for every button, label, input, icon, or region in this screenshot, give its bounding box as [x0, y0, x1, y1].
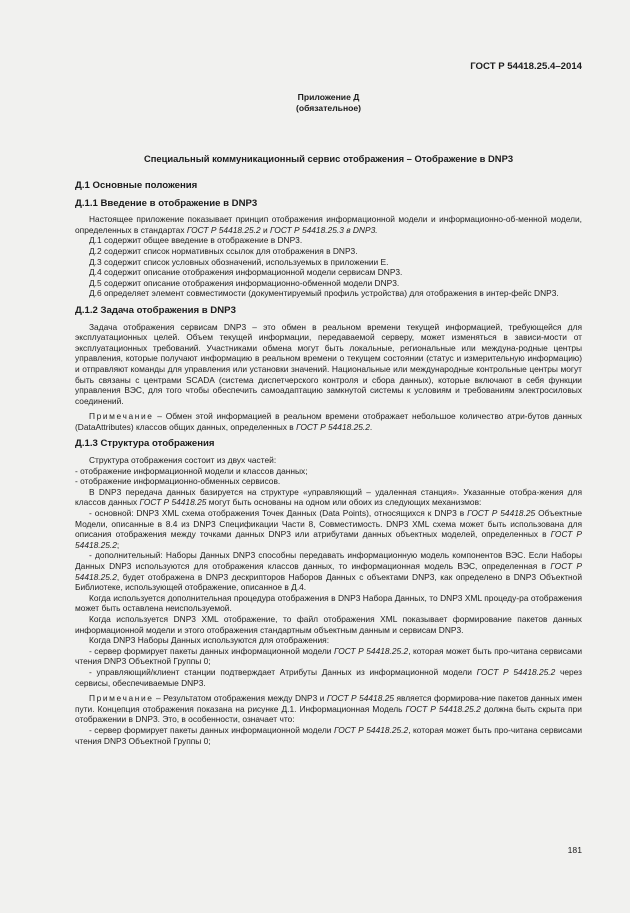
section-heading-d12: Д.1.2 Задача отображения в DNP3 — [75, 304, 236, 316]
list-item: Д.6 определяет элемент совместимости (документируемый профиль устройства) для отображения в интер-фейс DNP3. — [89, 288, 559, 299]
note: Примечание – Результатом отображения между DNP3 и ГОСТ Р 54418.25 является формирова-ние пакетов данных имен пути. Концепция отображения показана на рисунке Д.1. Информационная Модель ГОСТ Р 54418.25.2 должна быть скрыта при отображении в DNP3. Это, в особенности, означает что: — [75, 693, 583, 725]
standard-reference: ГОСТ Р 54418.25.2 — [405, 703, 481, 714]
note-label: Примечание — [89, 693, 154, 704]
paragraph: Когда используется дополнительная процедура отображения в DNP3 Набора Данных, то DNP3 XML процеду-ра отображения может быть оставлена неиспользуемой. — [75, 592, 582, 614]
standard-reference: ГОСТ Р 54418.25.2 — [75, 529, 582, 550]
section-heading-d13: Д.1.3 Структура отображения — [75, 438, 215, 450]
standard-reference: ГОСТ Р 54418.25.2 — [333, 645, 409, 656]
list-item: - отображение информационной модели и классов данных; — [75, 465, 308, 476]
annex-status: (обязательное) — [295, 103, 362, 113]
standard-reference: ГОСТ Р 54418.25 — [467, 508, 536, 519]
list-item: Д.4 содержит описание отображения информационной модели сервисам DNP3. — [89, 267, 403, 278]
annex-header — [75, 92, 582, 114]
list-item: - дополнительный: Наборы Данных DNP3 способны передавать информационную модель компонентов ВЭС. Если Наборы Данных DNP3 используются для отображения классов данных, то информационная модель ВЭС, определенная в ГОСТ Р 54418.25.2, будет отображена в DNP3 дескрипторов Наборов Данных с объектами DNP3, как определено в DNP3 Объектной Библиотеке, использующей отображение, описанное в Д.4. — [75, 550, 583, 593]
standard-reference: ГОСТ Р 54418.25.2 — [75, 561, 583, 582]
note: Примечание – Обмен этой информацией в реальном времени отображает небольшое количество атри-бутов данных (DataAttributes) классов общих данных, определенных в ГОСТ Р 54418.25.2. — [75, 411, 582, 432]
paragraph: Структура отображения состоит из двух частей: — [89, 455, 277, 466]
document-title: Специальный коммуникационный сервис отображения – Отображение в DNP3 — [143, 153, 514, 164]
note-label: Примечание — [89, 411, 154, 422]
standard-reference: ГОСТ Р 54418.25.2 — [333, 724, 409, 735]
standard-reference: ГОСТ Р 54418.25.2 — [186, 224, 261, 235]
standard-reference: ГОСТ Р 54418.25 — [139, 497, 207, 508]
list-item: - сервер формирует пакеты данных информационной модели ГОСТ Р 54418.25.2, которая может быть про-читана сервисами чтения DNP3 Объектной Группы 0; — [75, 645, 582, 667]
list-item: Д.1 содержит общее введение в отображение в DNP3. — [89, 235, 303, 246]
list-item: - сервер формирует пакеты данных информационной модели ГОСТ Р 54418.25.2, которая может быть про-читана сервисами чтения DNP3 Объектной Группы 0; — [75, 724, 582, 746]
standard-reference: ГОСТ Р 54418.25.3 в DNP3. — [270, 224, 378, 235]
list-item: Д.3 содержит список условных обозначений, используемых в приложении Е. — [89, 256, 389, 267]
paragraph: Настоящее приложение показывает принцип отображения информационной модели и информационно-об-менной модели, определенных в стандартах ГОСТ Р 54418.25.2 и ГОСТ Р 54418.25.3 в DNP3. — [75, 214, 582, 235]
document-body — [75, 181, 582, 746]
page-number: 181 — [567, 845, 582, 855]
list-item: Д.5 содержит описание отображения информационно-обменной модели DNP3. — [89, 277, 400, 288]
standard-reference: ГОСТ Р 54418.25.2 — [296, 421, 370, 432]
list-item: - отображение информационно-обменных сервисов. — [75, 476, 281, 487]
paragraph: Когда используется DNP3 XML отображение, то файл отображения XML показывает формирование пакетов данных информационной модели и этого отображения стандартным объектным данным и сервисам DNP3. — [75, 613, 582, 635]
annex-title: Приложение Д — [297, 92, 360, 102]
paragraph: Когда DNP3 Наборы Данных используются для отображения: — [89, 635, 330, 646]
standard-reference: ГОСТ Р 54418.25.2 — [476, 666, 556, 677]
paragraph: Задача отображения сервисам DNP3 – это обмен в реальном времени текущей информацией, требующейся для эксплуатационных целей. Объем текущей информации, передаваемой серверу, может изменяться в зависи-мости от эксплуатационных требований. Участниками обмена могут быть локальные, региональные или междуна-родные центры управления, которые получают информацию в реальном времени о текущем состоянии (статус и измерительную информацию) и отправляют команды для управления или установки значений. Национальные или международные контрольные центры могут быть связаны с центрами SCADA (система диспетчерского контроля и сбора данных), которые включают в себя функции управления ВЭС, для того чтобы обеспечить самоадаптацию замкнутой системы к условиям и требованиям электросиловых соединений. — [75, 321, 582, 406]
standard-reference: ГОСТ Р 54418.25 — [326, 693, 395, 704]
section-heading-d11: Д.1.1 Введение в отображение в DNP3 — [75, 197, 258, 209]
section-heading-d1: Д.1 Основные положения — [75, 180, 198, 191]
paragraph: В DNP3 передача данных базируется на структуре «управляющий – удаленная станция». Указанные отобра-жения для классов данных ГОСТ Р 54418.25 могут быть основаны на одном или обоих из следующих механизмов: — [75, 486, 582, 508]
list-item: - основной: DNP3 XML схема отображения Точек Данных (Data Points), относящихся к DNP3 в ГОСТ Р 54418.25 Объектные Модели, описанные в 8.4 из DNP3 Спецификации Части 8, Совместимость. DNP3 XML схема может быть использована для описания отображения между точками данных DNP3 или атрибутами данных объектных моделей, определенных в ГОСТ Р 54418.25.2; — [75, 508, 582, 550]
standard-number: ГОСТ Р 54418.25.4–2014 — [470, 61, 582, 72]
list-item: Д.2 содержит список нормативных ссылок для отображения в DNP3. — [89, 245, 358, 256]
list-item: - управляющий/клиент станции подтверждает Атрибуты Данных из информационной модели ГОСТ Р 54418.25.2 через сервисы, обеспечиваемые DNP3. — [75, 666, 582, 688]
